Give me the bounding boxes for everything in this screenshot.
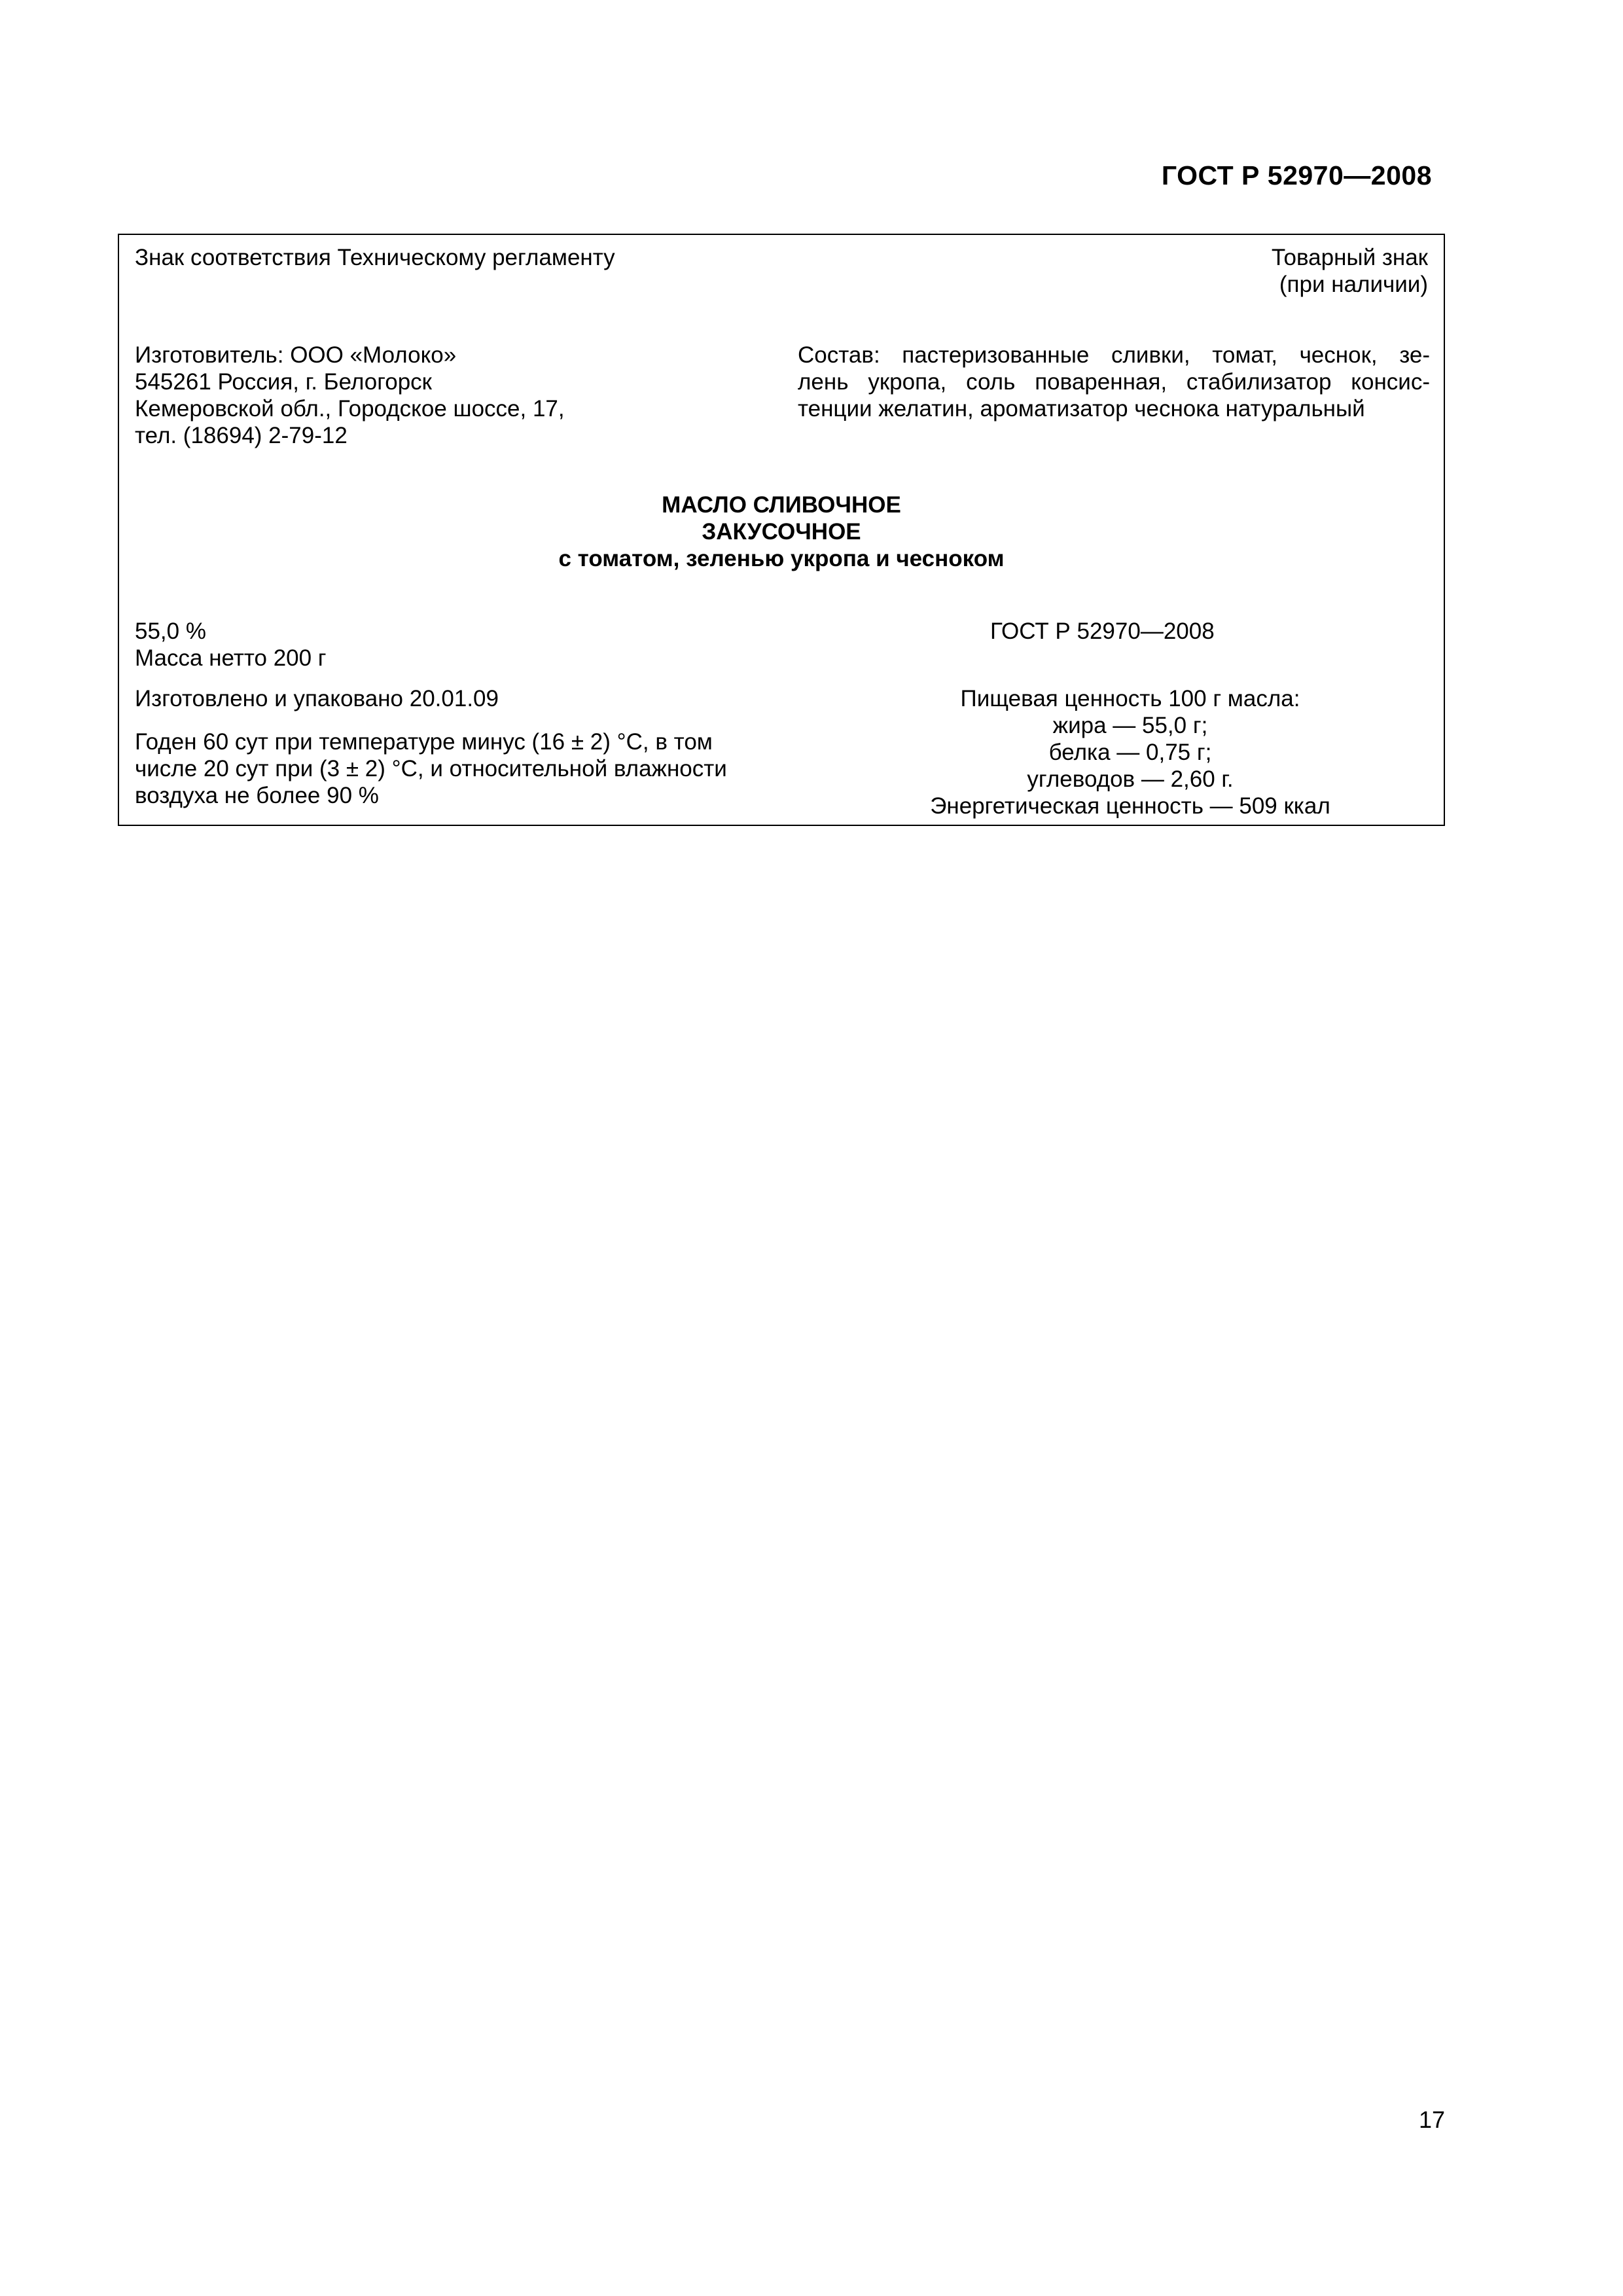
nutrition-title: Пищевая ценность 100 г масла:	[960, 686, 1300, 711]
shelf-life-block	[135, 728, 727, 809]
nutrition-carbs: углеводов — 2,60 г.	[1027, 766, 1234, 792]
trademark-line1: Товарный знак	[1271, 245, 1428, 270]
composition-line1: Состав: пастеризованные сливки, томат, чеснок, зе-	[798, 342, 1430, 368]
manufacturer-line4: тел. (18694) 2-79-12	[135, 423, 348, 448]
nutrition-block	[872, 685, 1389, 819]
manufacturer-line2: 545261 Россия, г. Белогорск	[135, 369, 432, 395]
composition-line2: лень укропа, соль поваренная, стабилизатор консис-	[798, 369, 1430, 395]
document-code-header: ГОСТ Р 52970—2008	[1161, 160, 1432, 190]
product-name-line2: ЗАКУСОЧНОЕ	[702, 519, 861, 545]
net-mass: Масса нетто 200 г	[135, 645, 327, 671]
shelf-life-line2: числе 20 сут при (3 ± 2) °С, и относительной влажности	[135, 756, 727, 781]
shelf-life-line1: Годен 60 сут при температуре минус (16 ± 2) °С, в том	[135, 729, 713, 755]
nutrition-energy: Энергетическая ценность — 509 ккал	[930, 793, 1330, 819]
manufacturer-line1: Изготовитель: ООО «Молоко»	[135, 342, 457, 368]
product-label-box	[118, 234, 1445, 826]
composition-block	[798, 342, 1430, 422]
manufacturer-line3: Кемеровской обл., Городское шоссе, 17,	[135, 396, 565, 422]
nutrition-fat: жира — 55,0 г;	[1052, 713, 1208, 738]
standard-code: ГОСТ Р 52970—2008	[990, 619, 1215, 644]
production-date: Изготовлено и упаковано 20.01.09	[135, 686, 499, 711]
manufacturer-block	[135, 342, 565, 449]
shelf-life-line3: воздуха не более 90 %	[135, 783, 379, 808]
composition-line3: тенции желатин, ароматизатор чеснока натуральный	[798, 396, 1365, 422]
fat-mass-block	[135, 618, 327, 672]
trademark-line2: (при наличии)	[1279, 272, 1428, 297]
product-name-line1: МАСЛО СЛИВОЧНОЕ	[662, 492, 901, 518]
page-number: 17	[1418, 2106, 1445, 2133]
conformity-mark-text: Знак соответствия Техническому регламенту	[135, 245, 615, 270]
product-subtitle: с томатом, зеленью укропа и чесноком	[558, 546, 1005, 571]
nutrition-protein: белка — 0,75 г;	[1048, 740, 1212, 765]
trademark-block	[1272, 244, 1428, 298]
fat-content: 55,0 %	[135, 619, 206, 644]
product-name-block	[119, 492, 1444, 572]
